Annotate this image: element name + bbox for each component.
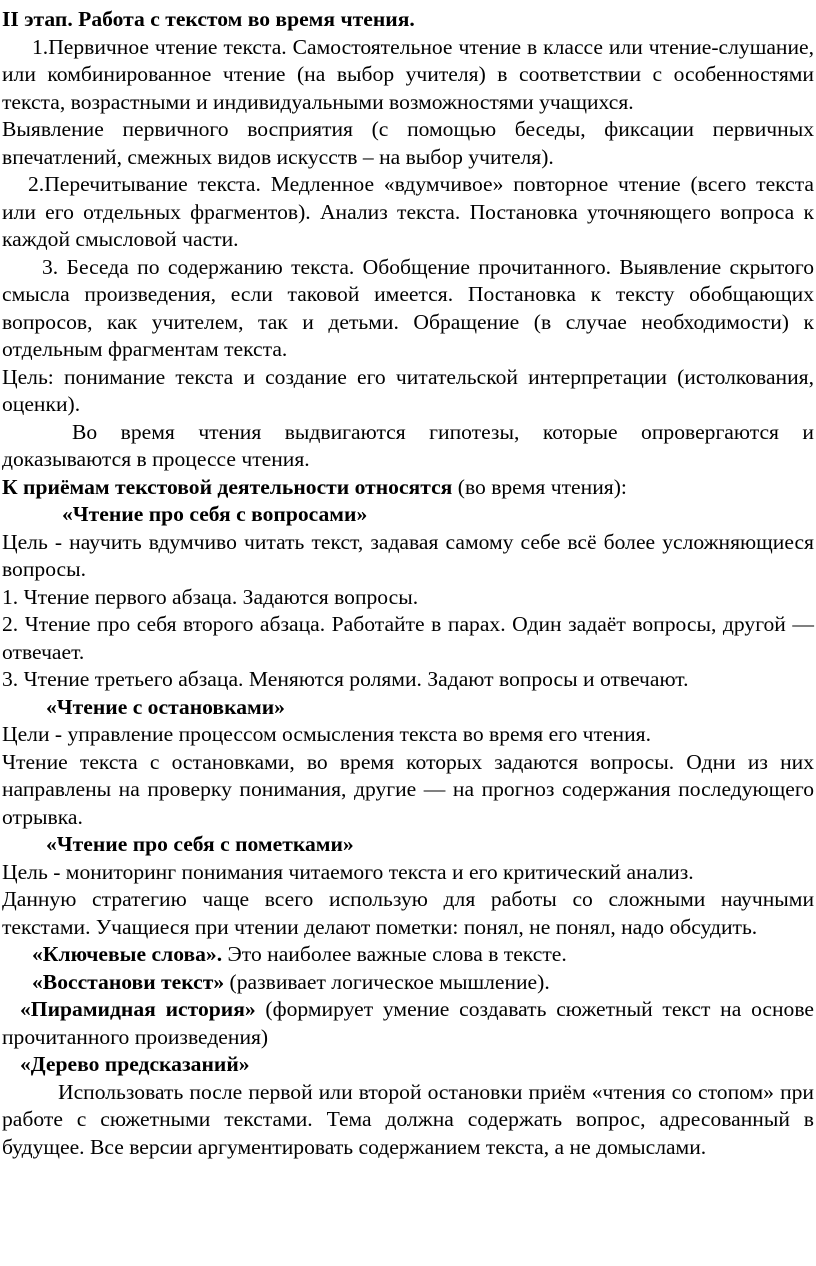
paragraph-primary-reading: 1.Первичное чтение текста. Самостоятельное чтение в классе или чтение-слушание, или комбинированное чтение (на выбор учителя) в соответствии с особенностями текста, возрастными и индивидуальными возможностями учащихся.: [2, 34, 814, 114]
restore-text-text: (развивает логическое мышление).: [224, 969, 550, 994]
paragraph-marks-description: Данную стратегию чаще всего использую для работы со сложными научными текстами. Учащиеся при чтении делают пометки: понял, не понял, надо обсудить.: [2, 887, 814, 939]
list-item-3: 3. Чтение третьего абзаца. Меняются ролями. Задают вопросы и отвечают.: [2, 667, 689, 691]
paragraph-stops-description: Чтение текста с остановками, во время которых задаются вопросы. Одни из них направлены на проверку понимания, другие — на прогноз содержания последующего отрывка.: [2, 749, 814, 829]
paragraph-techniques-intro: [2, 474, 814, 502]
paragraph-prediction-tree: Использовать после первой или второй остановки приём «чтения со стопом» при работе с сюжетными текстами. Тема должна содержать вопрос, адресованный в будущее. Все версии аргументировать содержанием текста, а не домыслами.: [2, 1079, 814, 1159]
techniques-intro-bold: К приёмам текстовой деятельности относятся: [2, 474, 453, 499]
heading-reading-with-stops: «Чтение с остановками»: [46, 694, 285, 719]
paragraph-rereading: 2.Перечитывание текста. Медленное «вдумчивое» повторное чтение (всего текста или его отдельных фрагментов). Анализ текста. Постановка уточняющего вопроса к каждой смысловой части.: [2, 172, 814, 251]
stage-heading: II этап. Работа с текстом во время чтения.: [2, 7, 415, 31]
keywords-text: Это наиболее важные слова в тексте.: [222, 942, 567, 966]
paragraph-pyramid-story: [2, 996, 814, 1051]
paragraph-goals-stops: Цели - управление процессом осмысления текста во время его чтения.: [2, 722, 652, 746]
paragraph-primary-perception: Выявление первичного восприятия (с помощью беседы, фиксации первичных впечатлений, смежных видов искусств – на выбор учителя).: [2, 117, 814, 169]
heading-prediction-tree: «Дерево предсказаний»: [20, 1052, 250, 1076]
list-item-1: 1. Чтение первого абзаца. Задаются вопросы.: [2, 584, 419, 609]
paragraph-goal-questions: Цель - научить вдумчиво читать текст, задавая самому себе всё более усложняющиеся вопросы.: [2, 529, 814, 581]
paragraph-keywords: [2, 941, 814, 969]
paragraph-goal: Цель: понимание текста и создание его читательской интерпретации (истолкования, оценки).: [2, 364, 814, 416]
heading-reading-with-marks: «Чтение про себя с пометками»: [46, 832, 354, 856]
restore-text-title: «Восстанови текст»: [32, 969, 225, 994]
paragraph-restore-text: [2, 969, 814, 997]
paragraph-hypotheses: Во время чтения выдвигаются гипотезы, которые опровергаются и доказываются в процессе чтения.: [2, 419, 814, 471]
paragraph-conversation: 3. Беседа по содержанию текста. Обобщение прочитанного. Выявление скрытого смысла произведения, если таковой имеется. Постановка к тексту обобщающих вопросов, как учителем, так и детьми. Обращение (в случае необходимости) к отдельным фрагментам текста.: [2, 254, 814, 361]
heading-reading-with-questions: «Чтение про себя с вопросами»: [62, 502, 368, 526]
techniques-intro-rest: (во время чтения):: [452, 474, 627, 499]
list-item-2: 2. Чтение про себя второго абзаца. Работайте в парах. Один задаёт вопросы, другой — отвечает.: [2, 612, 814, 664]
keywords-title: «Ключевые слова».: [32, 942, 223, 966]
pyramid-story-title: «Пирамидная история»: [20, 997, 256, 1021]
pyramid-story-text: (формирует умение создавать сюжетный текст на основе прочитанного произведения): [2, 997, 814, 1049]
paragraph-goal-marks: Цель - мониторинг понимания читаемого текста и его критический анализ.: [2, 859, 694, 884]
